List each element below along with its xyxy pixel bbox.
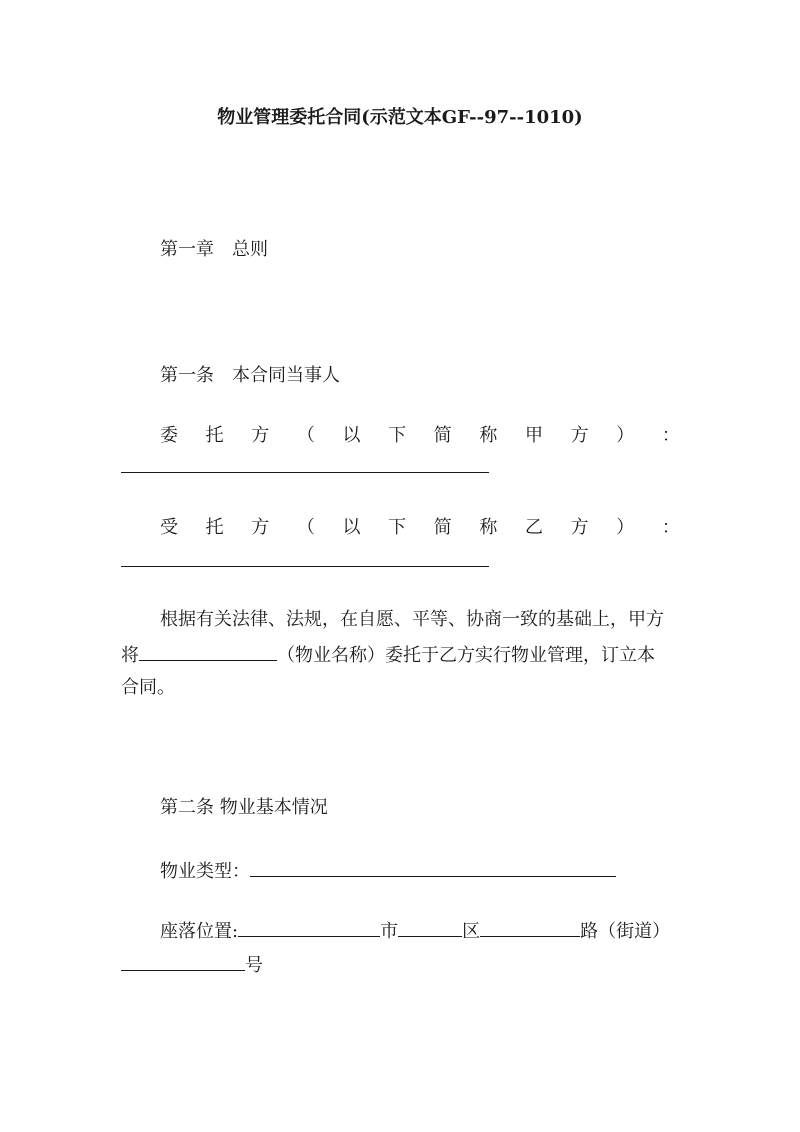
property-type-line (160, 858, 616, 884)
road-label: 路（街道） (580, 921, 671, 942)
house-number-line (121, 952, 263, 978)
party-a-line (160, 424, 680, 448)
city-blank (238, 918, 380, 937)
location-label: 座落位置: (160, 921, 239, 942)
road-blank (480, 918, 580, 937)
party-b-char: 受 (160, 517, 178, 538)
party-b-char: （ (296, 517, 315, 538)
party-b-char: ： (661, 517, 680, 538)
party-b-char: 乙 (525, 517, 543, 538)
property-type-blank (250, 858, 616, 877)
location-line (160, 918, 670, 944)
article1-heading: 第一条 本合同当事人 (160, 365, 340, 386)
party-b-char: 方 (570, 517, 589, 538)
property-type-label: 物业类型： (160, 861, 250, 882)
party-b-char: 托 (205, 517, 224, 538)
party-a-char: 以 (342, 425, 361, 446)
district-label: 区 (462, 921, 481, 942)
house-number-label: 号 (245, 955, 263, 976)
district-blank (398, 918, 462, 937)
party-a-char: 甲 (525, 425, 543, 446)
party-a-char: 下 (388, 425, 407, 446)
party-b-char: 以 (342, 517, 361, 538)
party-b-char: 下 (388, 517, 407, 538)
party-a-char: 委 (160, 425, 178, 446)
property-name-blank (139, 642, 277, 661)
party-a-char: 托 (205, 425, 224, 446)
agreement-para-line2 (121, 642, 655, 668)
party-a-blank (121, 472, 489, 473)
party-b-char: 方 (251, 517, 270, 538)
house-number-blank (121, 952, 245, 971)
city-label: 市 (380, 921, 399, 942)
agreement-para-text: 将 (121, 645, 139, 666)
party-b-char: ） (616, 517, 635, 538)
party-a-char: ： (661, 425, 680, 446)
article2-heading: 第二条 物业基本情况 (160, 797, 328, 818)
party-b-char: 简 (433, 517, 452, 538)
party-a-char: 称 (479, 425, 498, 446)
party-a-char: ） (616, 425, 635, 446)
party-b-line (160, 516, 680, 540)
party-a-char: 方 (570, 425, 589, 446)
party-a-char: 方 (251, 425, 270, 446)
agreement-para-line3: 合同。 (121, 677, 175, 698)
party-a-char: 简 (433, 425, 452, 446)
document-title: 物业管理委托合同(示范文本GF--97--1010) (217, 107, 583, 128)
chapter-heading: 第一章 总则 (160, 239, 268, 260)
agreement-para-line1: 根据有关法律、法规，在自愿、平等、协商一致的基础上，甲方 (160, 609, 664, 630)
party-a-char: （ (296, 425, 315, 446)
agreement-para-text: （物业名称）委托于乙方实行物业管理，订立本 (277, 645, 655, 666)
party-b-char: 称 (479, 517, 498, 538)
party-b-blank (121, 566, 489, 567)
